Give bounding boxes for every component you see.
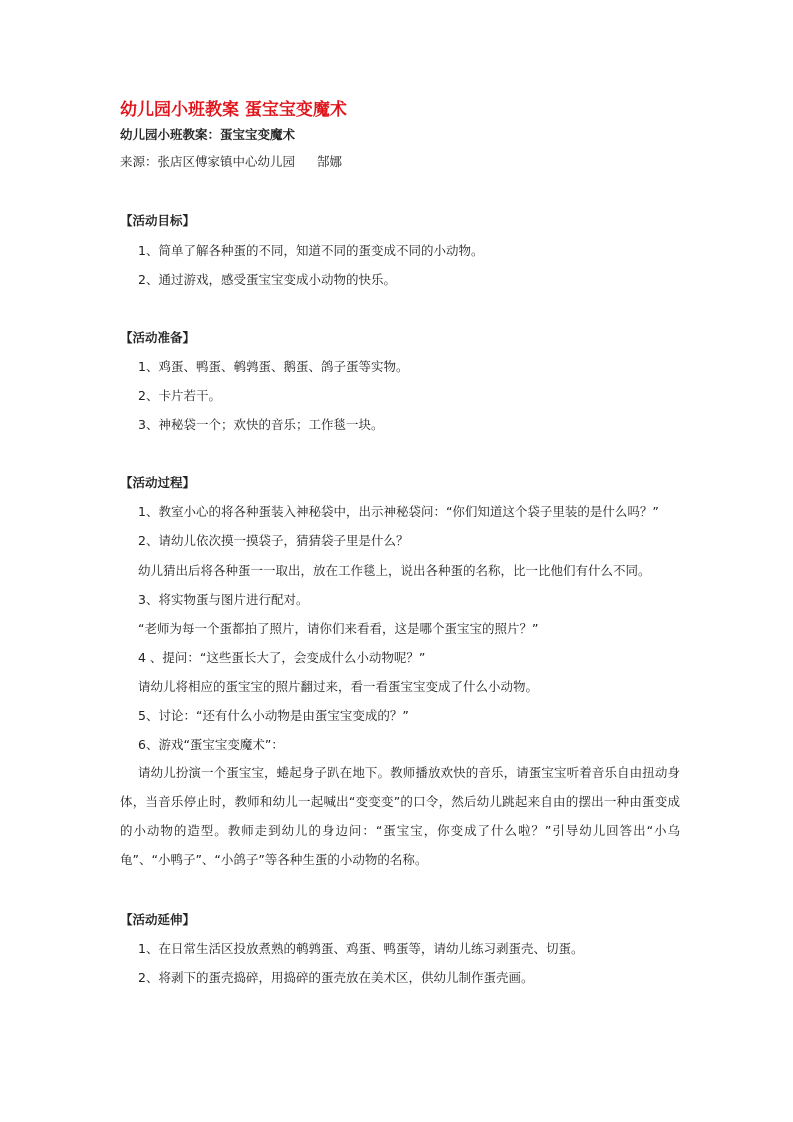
- process-heading: 【活动过程】: [120, 475, 196, 490]
- goals-item: 1、简单了解各种蛋的不同，知道不同的蛋变成不同的小动物。: [138, 243, 484, 258]
- process-item: 1、教室小心的将各种蛋装入神秘袋中，出示神秘袋问：“你们知道这个袋子里装的是什么吗？”: [138, 504, 659, 519]
- prep-heading: 【活动准备】: [120, 330, 196, 345]
- game-paragraph: 请幼儿扮演一个蛋宝宝，蜷起身子趴在地下。教师播放欢快的音乐，请蛋宝宝听着音乐自由扭动身体，当音乐停止时，教师和幼儿一起喊出“变变变”的口令，然后幼儿跳起来自由的摆出一种由蛋变成的小动物的造型。教师走到幼儿的身边问：“蛋宝宝，你变成了什么啦？”引导幼儿回答出“小乌龟”、“小鸭子”、“小鸽子”等各种生蛋的小动物的名称。: [120, 765, 680, 867]
- subtitle: 幼儿园小班教案：蛋宝宝变魔术: [120, 127, 296, 142]
- prep-item: 2、卡片若干。: [138, 388, 221, 403]
- prep-item: 3、神秘袋一个；欢快的音乐；工作毯一块。: [138, 417, 384, 432]
- author-name: 郜娜: [317, 154, 343, 169]
- extension-item: 2、将剥下的蛋壳捣碎，用捣碎的蛋壳放在美术区，供幼儿制作蛋壳画。: [138, 970, 534, 985]
- process-item: 4 、提问：“这些蛋长大了，会变成什么小动物呢？”: [138, 650, 426, 665]
- process-item: “老师为每一个蛋都拍了照片，请你们来看看，这是哪个蛋宝宝的照片？”: [138, 621, 539, 636]
- prep-item: 1、鸡蛋、鸭蛋、鹌鹑蛋、鹅蛋、鸽子蛋等实物。: [138, 359, 409, 374]
- extension-item: 1、在日常生活区投放煮熟的鹌鹑蛋、鸡蛋、鸭蛋等，请幼儿练习剥蛋壳、切蛋。: [138, 941, 584, 956]
- goals-item: 2、通过游戏，感受蛋宝宝变成小动物的快乐。: [138, 272, 396, 287]
- process-item: 6、游戏“蛋宝宝变魔术”：: [138, 737, 284, 752]
- process-item: 2、请幼儿依次摸一摸袋子，猜猜袋子里是什么？: [138, 533, 409, 548]
- process-item: 3、将实物蛋与图片进行配对。: [138, 592, 309, 607]
- process-item: 请幼儿将相应的蛋宝宝的照片翻过来，看一看蛋宝宝变成了什么小动物。: [138, 679, 539, 694]
- process-item: 幼儿猜出后将各种蛋一一取出，放在工作毯上，说出各种蛋的名称，比一比他们有什么不同。: [138, 563, 651, 578]
- page-title: 幼儿园小班教案 蛋宝宝变魔术: [120, 100, 347, 120]
- goals-heading: 【活动目标】: [120, 213, 196, 228]
- source-text: 来源：张店区傅家镇中心幼儿园: [120, 154, 296, 169]
- extension-heading: 【活动延伸】: [120, 912, 196, 927]
- process-item: 5、讨论：“还有什么小动物是由蛋宝宝变成的？”: [138, 708, 409, 723]
- source-line: [120, 152, 342, 170]
